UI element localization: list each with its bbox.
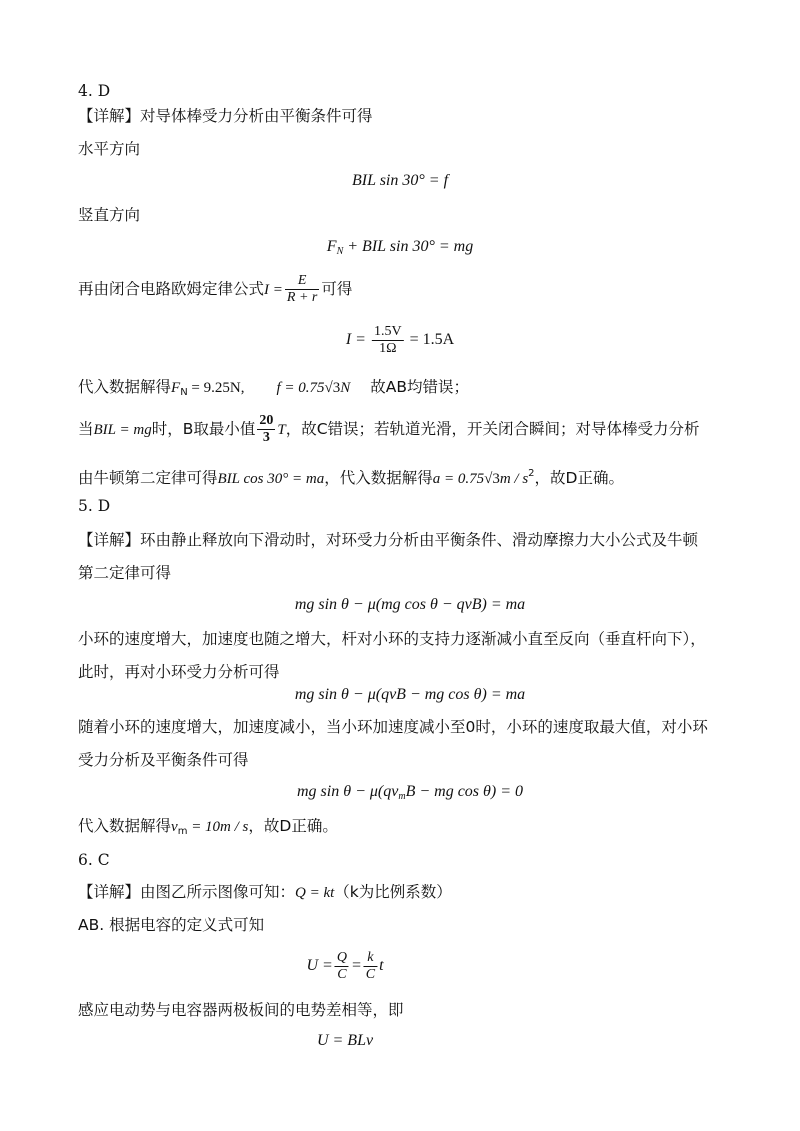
q6-explanation-line3: 感应电动势与电容器两极板间的电势差相等，即	[78, 1001, 404, 1019]
q5-explanation-line3: 小环的速度增大，加速度也随之增大，杆对小环的支持力逐渐减小直至反向（垂直杆向下），	[78, 630, 706, 648]
ohm-law-fraction: $\frac{E}{R + r}$	[286, 273, 318, 305]
q4-equation-horizontal: BIL sin 30° = f	[351, 172, 449, 189]
q4-ohm-law-line: 再由闭合电路欧姆定律公式I = $\frac{E}{R + r}$ 可得	[78, 273, 353, 305]
q5-number: 5. D	[78, 497, 111, 515]
q4-result-line1: 代入数据解得$F_N = 9.25N$, f = 0.75√3N 故AB均错误；	[78, 378, 470, 398]
min-field-fraction: $\frac{20}{3}$	[259, 413, 274, 445]
q6-explanation-line1: 【详解】由图乙所示图像可知：Q = kt（k为比例系数）	[78, 883, 452, 901]
q5-explanation-line6: 受力分析及平衡条件可得	[78, 751, 249, 769]
q5-explanation-line5: 随着小环的速度增大，加速度减小，当小环加速度减小至0时，小环的速度取最大值，对小环	[78, 718, 708, 736]
q5-explanation-line2: 第二定律可得	[78, 564, 172, 582]
q4-number: 4. D	[78, 82, 111, 100]
q5-equation-2: mg sin θ − μ(qvB − mg cos θ) = ma	[294, 686, 526, 703]
q5-explanation-line4: 此时，再对小环受力分析可得	[78, 663, 280, 681]
q4-horizontal-label: 水平方向	[78, 140, 141, 158]
q5-equation-3: mg $\sin \theta - \mu(qv_mB$ − mg cos θ) = 0	[296, 783, 524, 802]
q4-result-line2: 当BIL = mg时，B取最小值 $\frac{20}{3}$ T，故C错误；若轨道光滑，开关闭合瞬间；对导体棒受力分析	[78, 413, 700, 445]
q4-equation-current: I = $\frac{1.5V}{1\Omega}$ = 1.5A	[345, 323, 455, 356]
q4-result-line3: 由牛顿第二定律可得BIL cos 30° = ma，代入数据解得$a = 0.75√3m / s^2$，故D正确。	[78, 468, 624, 487]
q6-equation-emf: U = BLv	[316, 1032, 374, 1049]
q4-explanation-line1: 【详解】对导体棒受力分析由平衡条件可得	[78, 107, 373, 125]
q5-explanation-line1: 【详解】环由静止释放向下滑动时，对环受力分析由平衡条件、滑动摩擦力大小公式及牛顿	[78, 531, 699, 549]
q5-equation-1: mg sin θ − μ(mg cos θ − qvB) = ma	[294, 596, 526, 613]
q5-result-line: 代入数据解得$v_m = 10m / s$，故D正确。	[78, 817, 338, 837]
q6-equation-capacitance: U = $\frac{Q}{C}$ = $\frac{k}{C}$ t	[306, 949, 384, 982]
q6-explanation-line2: AB. 根据电容的定义式可知	[78, 916, 265, 934]
q6-number: 6. C	[78, 851, 110, 869]
q4-equation-vertical: $F_N$ + BIL sin 30° = mg	[326, 238, 474, 257]
q4-vertical-label: 竖直方向	[78, 206, 141, 224]
